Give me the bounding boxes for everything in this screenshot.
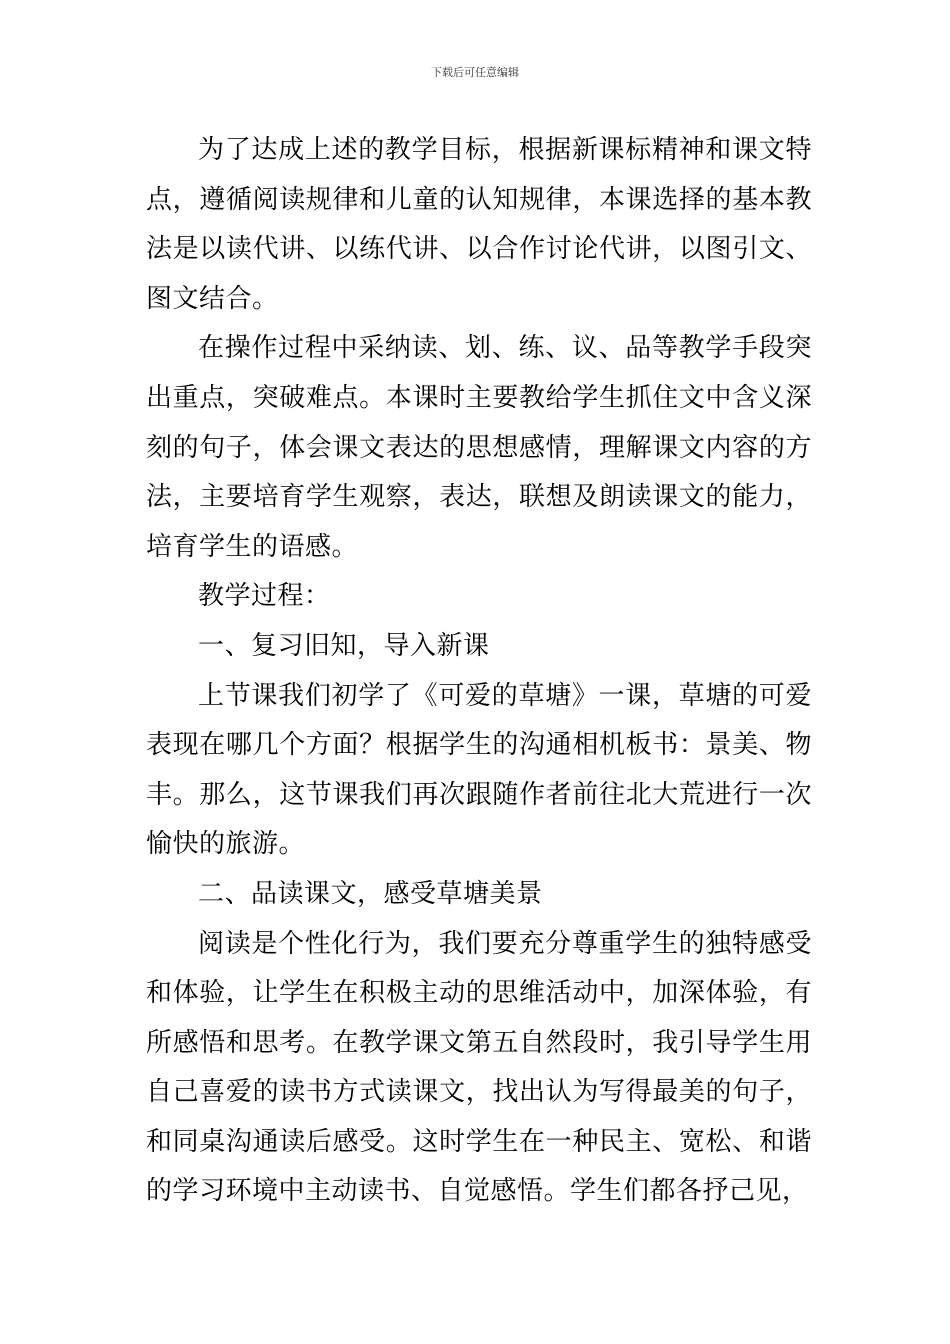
section-heading-review: 一、复习旧知，导入新课 [198, 630, 490, 661]
paragraph-teaching-methods: 为了达成上述的教学目标，根据新课标精神和课文特点，遵循阅读规律和儿童的认知规律，本课选择的基本教法是以读代讲、以练代讲、以合作讨论代讲，以图引文、图文结合。 [146, 135, 812, 314]
document-body [146, 126, 812, 1217]
section-heading-teaching-process: 教学过程： [198, 581, 331, 612]
page-header: 下载后可任意编辑 [431, 66, 519, 79]
paragraph-review: 上节课我们初学了《可爱的草塘》一课，草塘的可爱表现在哪几个方面？根据学生的沟通相机板书：景美、物丰。那么，这节课我们再次跟随作者前往北大荒进行一次愉快的旅游。 [146, 680, 812, 860]
section-heading-reading: 二、品读课文，感受草塘美景 [198, 878, 543, 909]
paragraph-reading: 阅读是个性化行为，我们要充分尊重学生的独特感受和体验，让学生在积极主动的思维活动中，加深体验，有所感悟和思考。在教学课文第五自然段时，我引导学生用自己喜爱的读书方式读课文，找出认为写得最美的句子，和同桌沟通读后感受。这时学生在一种民主、宽松、和谐的学习环境中主动读书、自觉感悟。学生们都各抒己见， [146, 928, 812, 1207]
paragraph-teaching-means: 在操作过程中采纳读、划、练、议、品等教学手段突出重点，突破难点。本课时主要教给学生抓住文中含义深刻的句子，体会课文表达的思想感情，理解课文内容的方法，主要培育学生观察，表达，联想及朗读课文的能力，培育学生的语感。 [146, 333, 812, 562]
